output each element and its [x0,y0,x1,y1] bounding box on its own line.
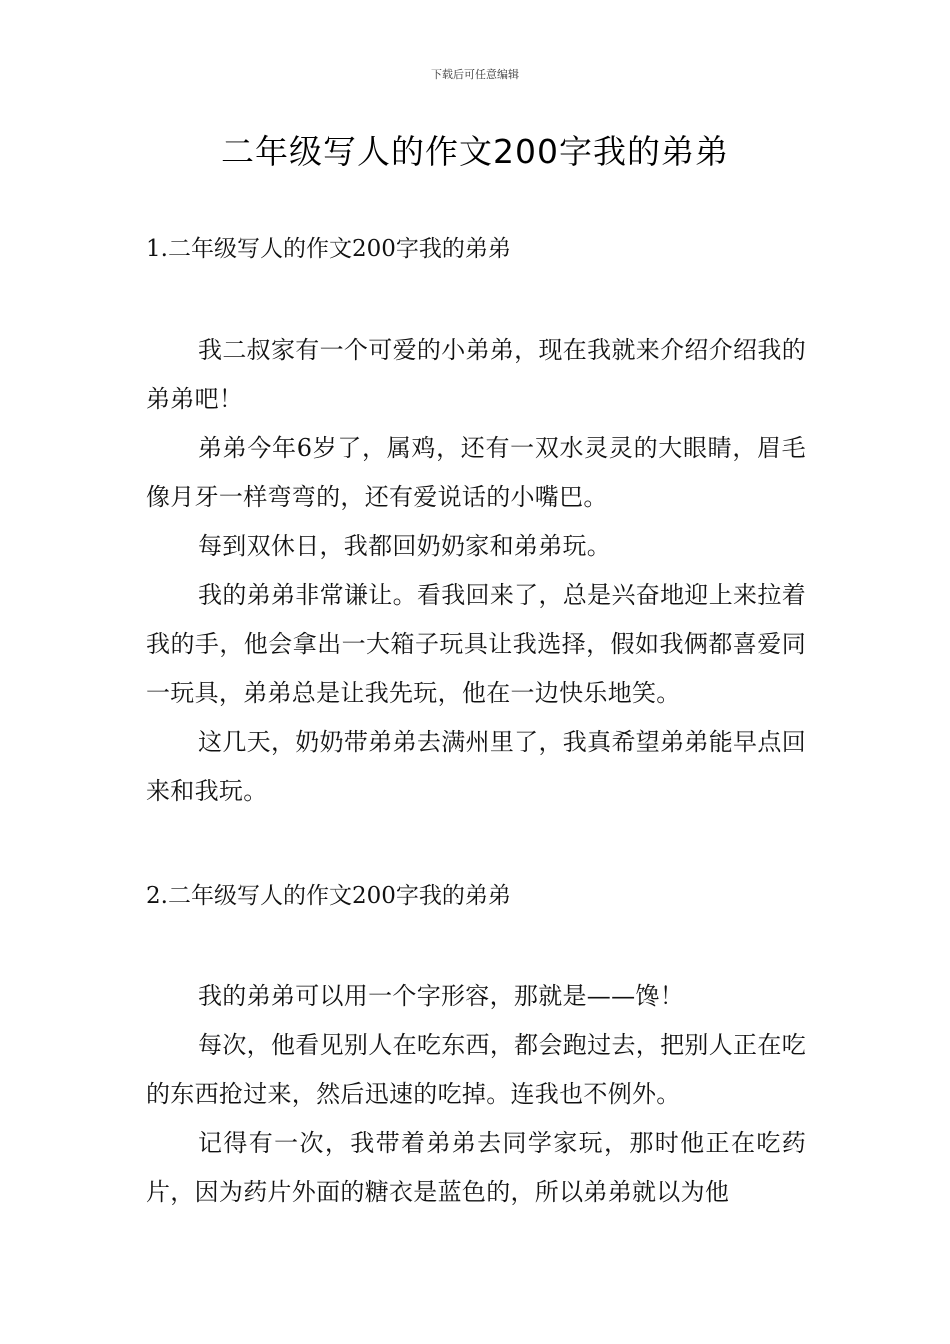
header-note: 下载后可任意编辑 [431,68,519,81]
paragraph: 我的弟弟非常谦让。看我回来了，总是兴奋地迎上来拉着我的手，他会拿出一大箱子玩具让我选择，假如我俩都喜爱同一玩具，弟弟总是让我先玩，他在一边快乐地笑。 [146,581,806,707]
paragraph: 我二叔家有一个可爱的小弟弟，现在我就来介绍介绍我的弟弟吧！ [146,336,806,413]
section-1-body [146,326,806,816]
paragraph: 记得有一次，我带着弟弟去同学家玩，那时他正在吃药片，因为药片外面的糖衣是蓝色的，所以弟弟就以为他 [146,1129,806,1206]
paragraph: 每次，他看见别人在吃东西，都会跑过去，把别人正在吃的东西抢过来，然后迅速的吃掉。连我也不例外。 [146,1031,806,1108]
section-2-heading: 2.二年级写人的作文200字我的弟弟 [146,883,511,909]
section-2-body [146,972,806,1217]
paragraph: 每到双休日，我都回奶奶家和弟弟玩。 [198,532,612,560]
section-1-heading: 1.二年级写人的作文200字我的弟弟 [146,236,511,262]
document-title: 二年级写人的作文200字我的弟弟 [221,132,729,171]
paragraph: 我的弟弟可以用一个字形容，那就是——馋！ [198,982,684,1010]
paragraph: 这几天，奶奶带弟弟去满州里了，我真希望弟弟能早点回来和我玩。 [146,728,806,805]
paragraph: 弟弟今年6岁了，属鸡，还有一双水灵灵的大眼睛，眉毛像月牙一样弯弯的，还有爱说话的小嘴巴。 [146,434,806,511]
